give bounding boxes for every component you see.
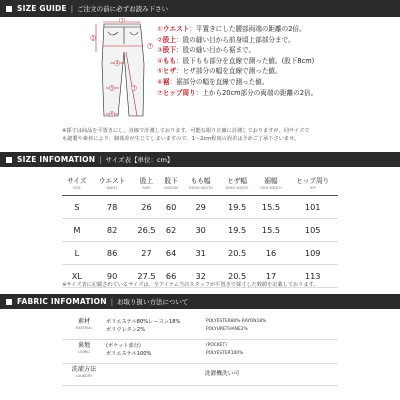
lining-jp: (ポケット部分) ポリエステル100% — [106, 343, 152, 357]
note-inseam: ③股下：股の縫い目から裾まで。 — [157, 46, 256, 55]
table-row: L 86 27 64 31 20.5 16 109 — [62, 241, 338, 264]
material-jp: ポリエステル80%レーヨン18% ポリウレタン2% — [106, 319, 181, 333]
size-guide-subtitle: ご注文の前に必ずお読み下さい — [77, 5, 169, 13]
diagram-num-3: 3 — [132, 86, 136, 92]
table-row: S 78 26 60 29 19.5 15.5 101 — [62, 195, 338, 218]
note-knee: ⑤ヒザ：ヒザ部分の幅を直線で測った値。 — [157, 67, 282, 76]
measurement-notes — [157, 24, 377, 98]
fabric-row-material — [62, 318, 338, 340]
size-table-header-row — [62, 175, 338, 195]
laundry-label: 洗濯方法 LAUNDRY — [71, 366, 97, 378]
note-waist: ①ウエスト：平置きにした腰部両端の距離の2倍。 — [157, 25, 306, 33]
size-info-header: SIZE INFOMATION | サイズ表【単位：cm】 — [0, 152, 400, 167]
col-knee: ヒザ幅 KNEE WIDTH — [220, 175, 255, 195]
diagram-num-2: 2 — [91, 36, 95, 42]
material-label: 素材 MATERIAL — [75, 318, 93, 330]
table-row: XL 90 27.5 66 32 20.5 17 113 — [62, 264, 338, 287]
square-icon — [6, 299, 12, 305]
lining-en: (POCKET) POLYESTER100% — [206, 343, 244, 356]
col-rise: 股上 RISE — [132, 175, 160, 195]
col-thigh: もも幅 THIGH WIDTH — [182, 175, 220, 195]
size-table-note: ※サイズ表に記載されているサイズは、全アイテム当店スタッフが平置きで採寸した数値を記載しております。 — [62, 282, 319, 288]
material-en: POLYESTER80% RAYON18% POLYURETHANE2% — [206, 319, 267, 332]
col-waist: ウエスト WAIST — [92, 175, 133, 195]
square-icon — [6, 6, 12, 12]
lining-label: 裏地 LINING — [77, 342, 91, 354]
note-rise: ②股上：股の縫い目から前身頃上部部分まで。 — [157, 35, 295, 44]
size-guide-header: SIZE GUIDE | ご注文の前に必ずお読み下さい — [0, 0, 400, 17]
fabric-info-header: FABRIC INFOMATION | お取り扱い方法について — [0, 294, 400, 309]
diagram-num-7: 7 — [148, 44, 152, 50]
measurement-disclaimer: ※採寸は商品を平置きにし、直線で計測しております。可能な限り正確に計測しておりますが、同サイズで も縫製や素材により、個体差が生じてしまいますので、1〜2cm程度の誤差は予めご了承下さいませ。 — [62, 128, 310, 142]
note-hip: ⑦ヒップ周り：上から20cm部分の両端の距離の2倍。 — [157, 88, 318, 97]
diagram-num-5: 5 — [110, 86, 114, 92]
table-row: M 82 26.5 62 30 19.5 15.5 105 — [62, 218, 338, 241]
diagram-num-4: 4 — [115, 61, 119, 67]
note-hem: ⑥裾：裾部分の幅を直線で測った値。 — [157, 77, 269, 86]
diagram-num-1: 1 — [120, 18, 124, 24]
col-inseam: 股下 INSEAM — [161, 175, 182, 195]
square-icon — [6, 157, 12, 163]
size-info-subtitle: サイズ表【単位：cm】 — [105, 156, 174, 164]
size-info-title: SIZE INFOMATION — [17, 155, 96, 164]
fabric-info-title: FABRIC INFOMATION — [17, 297, 107, 306]
col-size: サイズ SIZE — [62, 175, 92, 195]
diagram-num-6: 6 — [110, 112, 114, 118]
fabric-row-laundry — [62, 366, 338, 386]
col-hem: 裾幅 HEM WIDTH — [255, 175, 288, 195]
note-thigh: ④もも：股下もも部分を直線で測った値。(股下8cm) — [157, 56, 315, 65]
size-guide-title: SIZE GUIDE — [17, 4, 67, 13]
fabric-row-lining — [62, 342, 338, 364]
col-hip: ヒップ周り HIP — [287, 175, 338, 195]
laundry-value: 洗濯機洗い可 — [204, 371, 240, 377]
size-table — [62, 175, 338, 288]
fabric-info-subtitle: お取り扱い方法について — [117, 298, 189, 306]
pants-diagram — [88, 18, 158, 122]
